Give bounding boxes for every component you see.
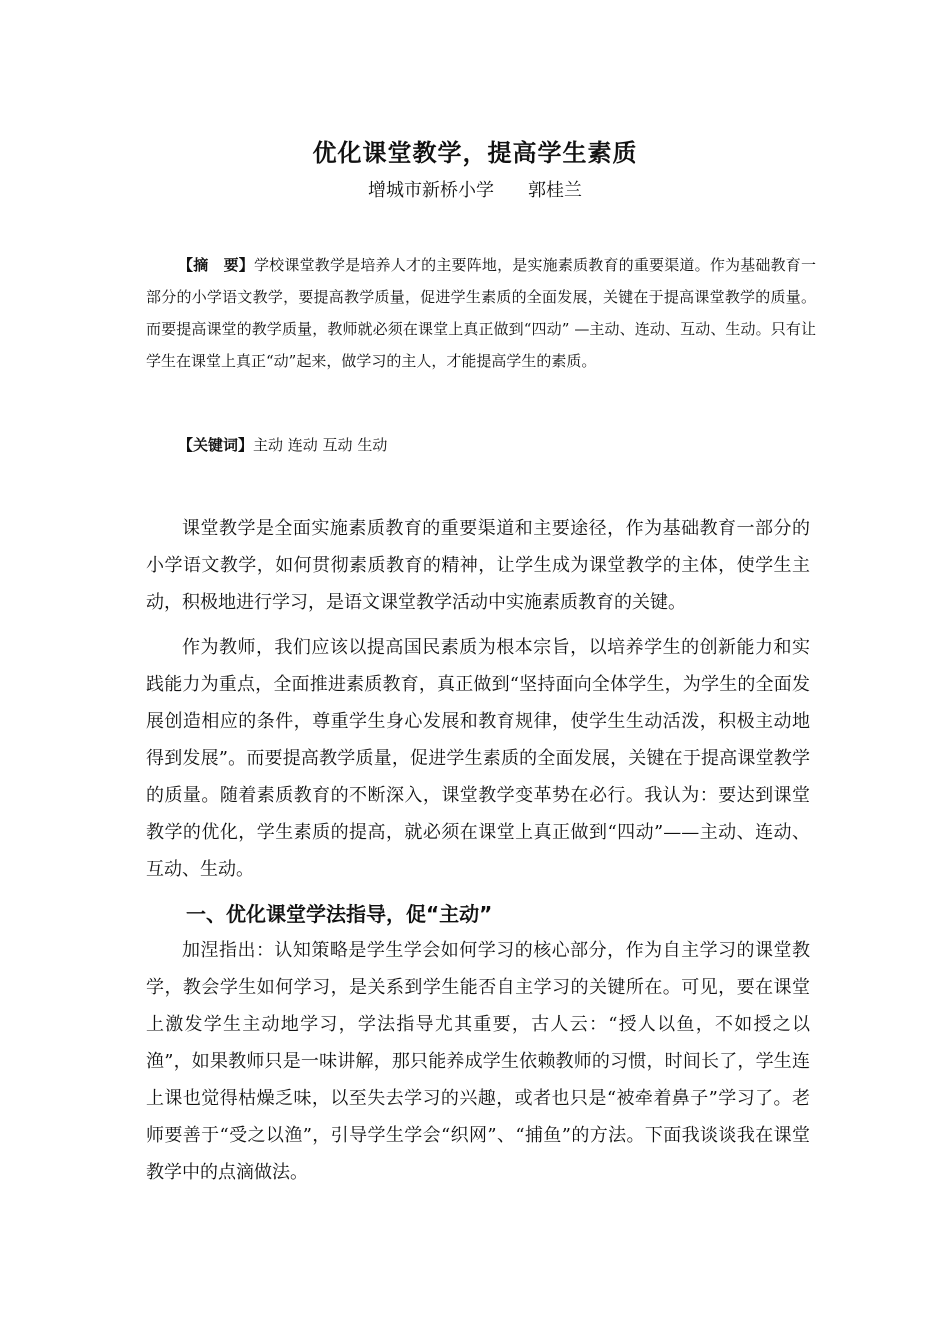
keywords-label: 【关键词】 [178, 436, 254, 454]
abstract-text: 学校课堂教学是培养人才的主要阵地，是实施素质教育的重要渠道。作为基础教育一部分的小学语文教学，要提高教学质量，促进学生素质的全面发展，关键在于提高课堂教学的质量。而要提高课堂的教学质量，教师就必须在课堂上真正做到“四动” —主动、连动、互动、生动。只有让学生在课堂上真正“动”起来，做学习的主人，才能提高学生的素质。 [146, 256, 816, 370]
section-paragraph: 加涅指出：认知策略是学生学会如何学习的核心部分，作为自主学习的课堂教学，教会学生如何学习，是关系到学生能否自主学习的关键所在。可见，要在课堂上激发学生主动地学习，学法指导尤其重要，古人云：“授人以鱼，不如授之以渔”，如果教师只是一味讲解，那只能养成学生依赖教师的习惯，时间长了，学生连上课也觉得枯燥乏味，以至失去学习的兴趣，或者也只是“被牵着鼻子”学习了。老师要善于“受之以渔”，引导学生学会“织网”、“捕鱼”的方法。下面我谈谈我在课堂教学中的点滴做法。 [146, 940, 810, 1183]
abstract [146, 249, 816, 377]
document-title: 优化课堂教学，提高学生素质 [312, 139, 638, 167]
abstract-label: 【摘 要】 [178, 256, 254, 274]
author-name: 郭桂兰 [528, 180, 582, 201]
keywords-text: 主动 连动 互动 生动 [253, 436, 388, 454]
author-line [0, 176, 950, 202]
keywords [178, 430, 818, 460]
body-paragraph-2: 作为教师，我们应该以提高国民素质为根本宗旨，以培养学生的创新能力和实践能力为重点，全面推进素质教育，真正做到“坚持面向全体学生，为学生的全面发展创造相应的条件，尊重学生身心发展和教育规律，使学生生动活泼，积极主动地得到发展”。而要提高教学质量，促进学生素质的全面发展，关键在于提高课堂教学的质量。随着素质教育的不断深入，课堂教学变革势在必行。我认为：要达到课堂教学的优化，学生素质的提高，就必须在课堂上真正做到“四动”——主动、连动、互动、生动。 [146, 637, 810, 880]
author-school: 增城市新桥小学 [368, 180, 494, 201]
body-paragraph-1: 课堂教学是全面实施素质教育的重要渠道和主要途径，作为基础教育一部分的小学语文教学，如何贯彻素质教育的精神，让学生成为课堂教学的主体，使学生主动，积极地进行学习，是语文课堂教学活动中实施素质教育的关键。 [146, 518, 810, 613]
section-heading: 一、优化课堂学法指导，促“主动” [186, 902, 493, 926]
